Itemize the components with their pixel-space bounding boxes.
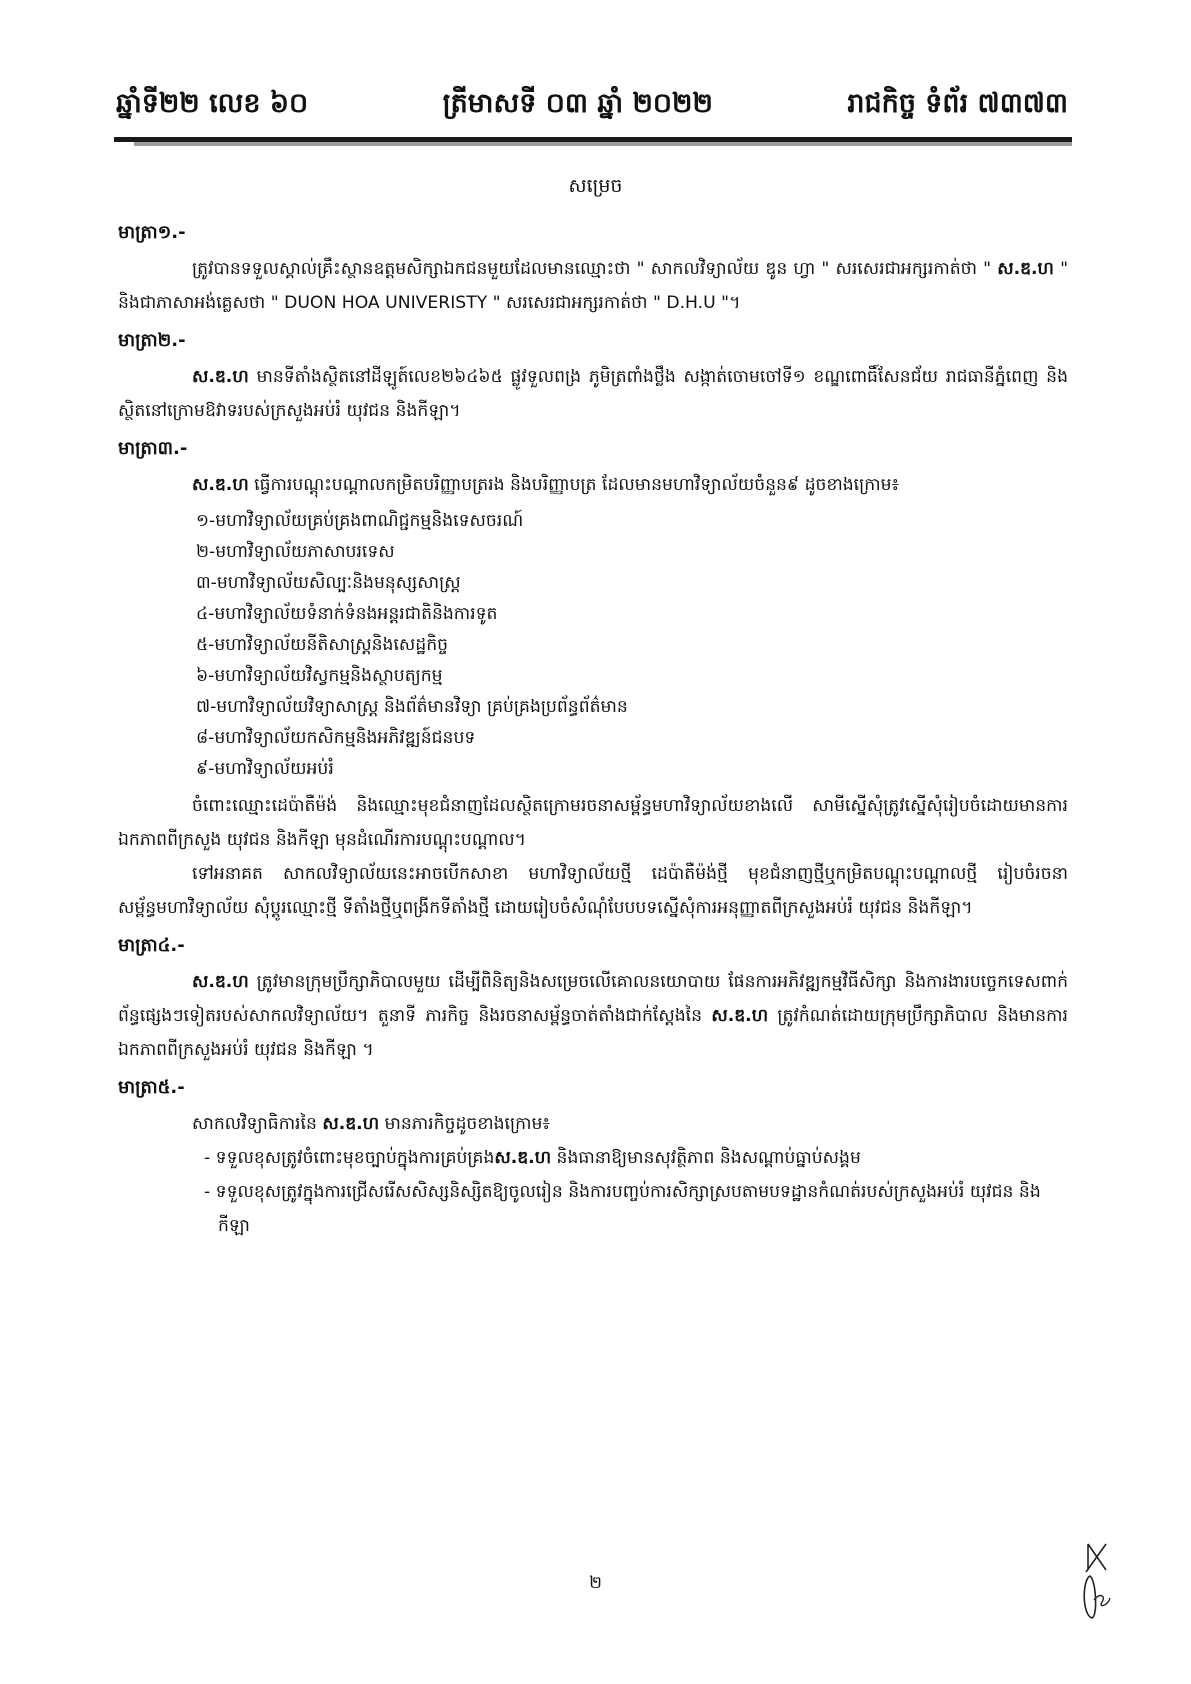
duty-item [204, 1141, 1068, 1175]
faculty-list [118, 506, 1068, 785]
article-2-text-a: មានទីតាំងស្ថិតនៅដីឡូត៍លេខ២៦៤៦៥ ផ្លូវទួលពង្រ ភូមិត្រពាំងថ្លឹង សង្កាត់ចោមចៅទី១ ខណ្ឌពោធិ៍សែនជ័យ រាជធានីភ្នំពេញ និងស្ថិតនៅក្រោមឱវាទរបស់ក្រសួងអប់រំ យុវជន និងកីឡា។ [118, 367, 1068, 421]
article-5-intro-b: មានភារកិច្ចដូចខាងក្រោម៖ [384, 1114, 550, 1134]
faculty-item: ៤-មហាវិទ្យាល័យទំនាក់ទំនងអន្តរជាតិនិងការទូត [196, 604, 498, 624]
article-1-text [118, 252, 1068, 320]
header-rule-shadow [134, 142, 1072, 146]
document-title: សម្រេច [568, 175, 623, 197]
article-1-text-b: " និងជាភាសាអង់គ្លេសថា " DUON HOA UNIVERISTY " សរសេរជាអក្សរកាត់ថា " D.H.U "។ [118, 259, 1068, 313]
article-1-text-a: ត្រូវបានទទួលស្គាល់គ្រឹះស្ថានឧត្តមសិក្សាឯកជនមួយដែលមានឈ្មោះថា " សាកលវិទ្យាល័យ ឌូន ហ្វា " សរសេរជាអក្សរកាត់ថា " [192, 259, 992, 279]
article-4-text-b: ត្រូវកំណត់ដោយក្រុមប្រឹក្សាភិបាល និងមានការឯកភាពពីក្រសួងអប់រំ យុវជន និងកីឡា ។ [118, 1006, 1068, 1060]
header-page: រាជកិច្ច ទំព័រ ៧៣៧៣ [847, 88, 1068, 119]
document-body [118, 212, 1068, 1243]
article-5-intro-a: សាកលវិទ្យាធិការនៃ [192, 1114, 317, 1134]
abbreviation: ស.ឌ.ហ [192, 475, 249, 495]
abbreviation: ស.ឌ.ហ [322, 1114, 380, 1134]
abbreviation: ស.ឌ.ហ [192, 972, 249, 992]
article-1-heading: មាត្រា១.- [118, 222, 186, 243]
duty-1-text-b: និងធានាឱ្យមានសុវត្ថិភាព និងសណ្តាប់ធ្នាប់សង្គម [556, 1148, 861, 1168]
article-3-intro-text: ធ្វើការបណ្តុះបណ្តាលកម្រិតបរិញ្ញាបត្ររង និងបរិញ្ញាបត្រ ដែលមានមហាវិទ្យាល័យចំនួន៩ ដូចខាងក្រោម៖ [254, 475, 900, 495]
article-5-intro [118, 1107, 1068, 1141]
faculty-item: ៦-មហាវិទ្យាល័យវិស្វកម្មនិងស្ថាបត្យកម្ម [196, 666, 443, 686]
faculty-item: ៥-មហាវិទ្យាល័យនីតិសាស្ត្រនិងសេដ្ឋកិច្ច [196, 635, 449, 655]
abbreviation: ស.ឌ.ហ [997, 259, 1054, 279]
abbreviation: ស.ឌ.ហ [494, 1148, 552, 1168]
article-3-future: ទៅអនាគត សាកលវិទ្យាល័យនេះអាចបើកសាខា មហាវិទ្យាល័យថ្មី ដេប៉ាតឺម៉ង់ថ្មី មុខជំនាញថ្មីឬកម្រិតបណ្តុះបណ្តាលថ្មី រៀបចំរចនាសម្ព័ន្ធមហាវិទ្យាល័យ សុំប្តូរឈ្មោះថ្មី ទីតាំងថ្មីឬពង្រីកទីតាំងថ្មី ដោយរៀបចំសំណុំបែបបទស្នើសុំការអនុញ្ញាតពីក្រសួងអប់រំ យុវជន និងកីឡា។ [118, 864, 1068, 918]
signature-initials-icon [1078, 1540, 1118, 1625]
duty-1-text-a: - ទទួលខុសត្រូវចំពោះមុខច្បាប់ក្នុងការគ្រប់គ្រង [204, 1148, 495, 1168]
duty-item: - ទទួលខុសត្រូវក្នុងការជ្រើសរើសសិស្សនិស្សិតឱ្យចូលរៀន និងការបញ្ចប់ការសិក្សាស្របតាមបទដ្ឋានកំណត់របស់ក្រសួងអប់រំ យុវជន និងកីឡា [204, 1182, 1041, 1236]
article-4-heading: មាត្រា៤.- [118, 935, 185, 956]
faculty-item: ៧-មហាវិទ្យាល័យវិទ្យាសាស្ត្រ និងព័ត៌មានវិទ្យា គ្រប់គ្រងប្រព័ន្ធព័ត៌មាន [196, 697, 628, 717]
abbreviation: ស.ឌ.ហ [192, 367, 249, 387]
article-4-text [118, 965, 1068, 1067]
article-2-text [118, 360, 1068, 428]
header-issue: ឆ្នាំទី២២ លេខ ៦០ [116, 88, 309, 119]
article-4-text-a: ត្រូវមានក្រុមប្រឹក្សាភិបាលមួយ ដើម្បីពិនិត្យនិងសម្រេចលើគោលនយោបាយ ផែនការអភិវឌ្ឍកម្មវិធីសិក្សា និងការងារបច្ចេកទេសពាក់ព័ន្ធផ្សេងៗទៀតរបស់សាកលវិទ្យាល័យ។ តួនាទី ភារកិច្ច និងរចនាសម្ព័ន្ធចាត់តាំងជាក់ស្តែងនៃ [118, 972, 1069, 1026]
duties-list [118, 1141, 1068, 1243]
article-2-heading: មាត្រា២.- [118, 330, 186, 351]
faculty-item: ២-មហាវិទ្យាល័យភាសាបរទេស [196, 542, 395, 562]
article-3-intro [118, 468, 1068, 502]
faculty-item: ៣-មហាវិទ្យាល័យសិល្បៈនិងមនុស្សសាស្ត្រ [196, 573, 461, 593]
header-quarter: ត្រីមាសទី ០៣ ឆ្នាំ ២០២២ [442, 88, 713, 119]
article-3-departments: ចំពោះឈ្មោះដេប៉ាតឺម៉ង់ និងឈ្មោះមុខជំនាញដែលស្ថិតក្រោមរចនាសម្ព័ន្ធមហាវិទ្យាល័យខាងលើ សាមីស្នើសុំត្រូវស្នើសុំរៀបចំដោយមានការឯកភាពពីក្រសួង យុវជន និងកីឡា មុនដំណើរការបណ្តុះបណ្តាល។ [118, 796, 1068, 850]
faculty-item: ៨-មហាវិទ្យាល័យកសិកម្មនិងអភិវឌ្ឍន៍ជនបទ [196, 728, 476, 748]
page-number: ២ [589, 1573, 602, 1593]
gazette-header [116, 86, 1068, 126]
faculty-item: ១-មហាវិទ្យាល័យគ្រប់គ្រងពាណិជ្ជកម្មនិងទេសចរណ៍ [196, 511, 524, 531]
faculty-item: ៩-មហាវិទ្យាល័យអប់រំ [196, 759, 334, 779]
abbreviation: ស.ឌ.ហ [711, 1006, 769, 1026]
article-5-heading: មាត្រា៥.- [118, 1077, 185, 1098]
article-3-heading: មាត្រា៣.- [118, 438, 188, 459]
